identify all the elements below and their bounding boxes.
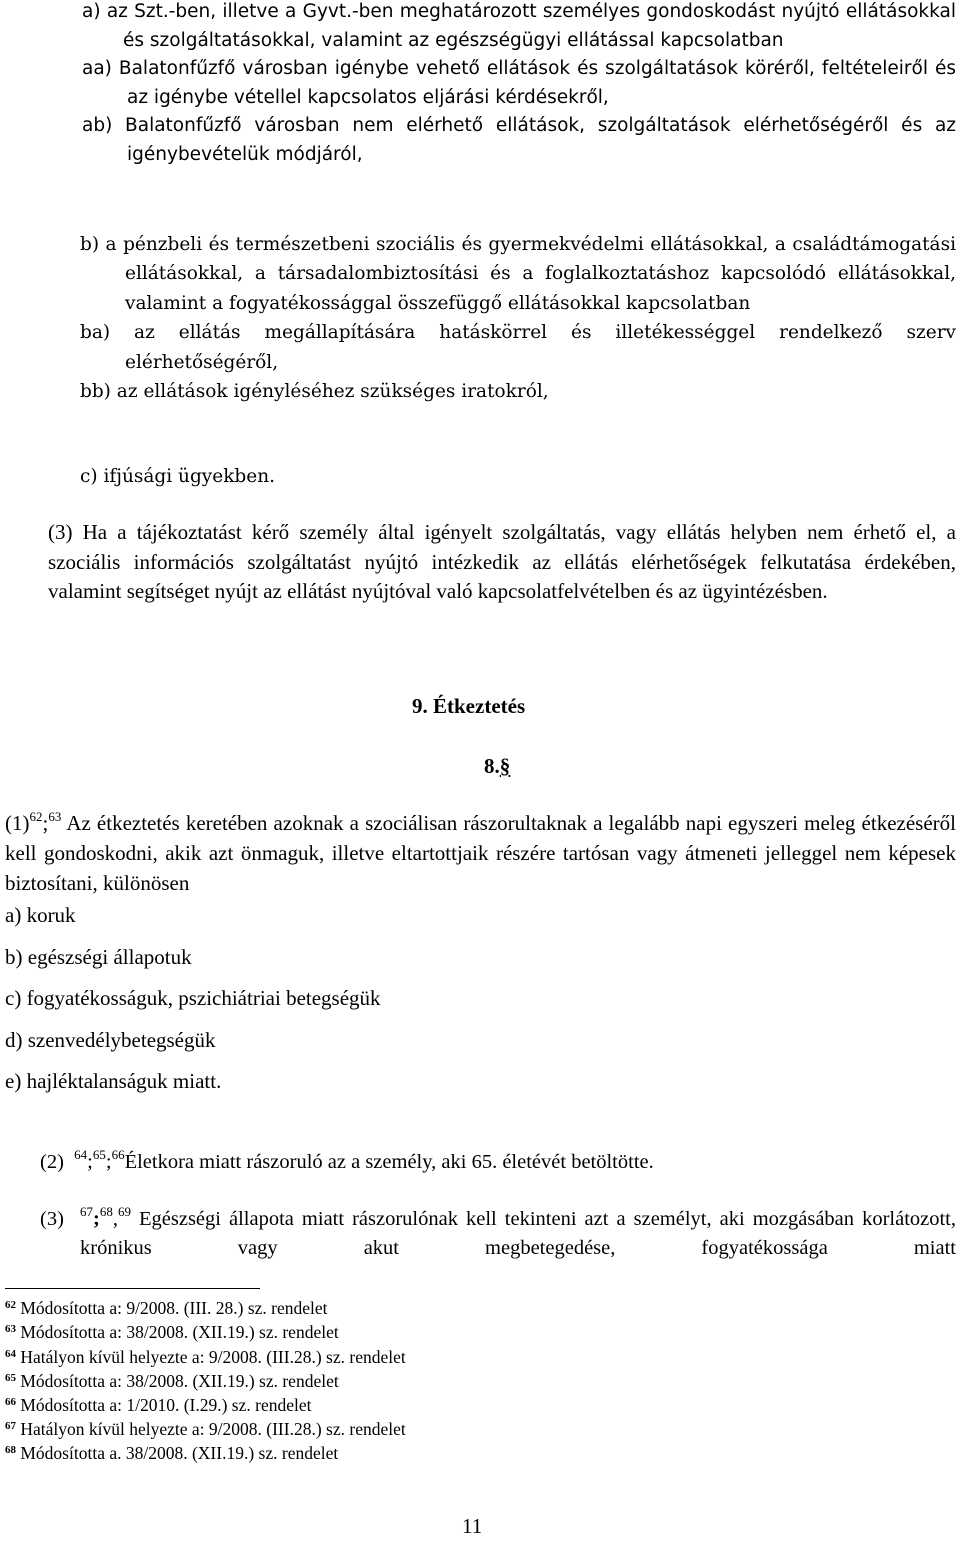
- footnote-ref: 69: [117, 1204, 131, 1219]
- list-item-a: [82, 0, 956, 169]
- section-paragraph-mark: [484, 752, 510, 781]
- list-item-b-text: b) a pénzbeli és természetbeni szociális és gyermekvédelmi ellátásokkal, a családtámogatási ellátásokkal, a társadalombiztosítási és a foglalkoztatáshoz kapcsolódó ellátásokkal, valamint a fogyatékossággal összefüggő ellátásokkal kapcsolatban: [80, 234, 956, 314]
- s8-item: d) szenvedélybetegségük: [5, 1027, 216, 1052]
- footnote-ref: 63: [48, 809, 62, 824]
- footnote-ref: 62: [29, 809, 43, 824]
- footnote: [5, 1321, 339, 1343]
- s8-item: c) fogyatékosságuk, pszichiátriai betegségük: [5, 986, 381, 1010]
- footnote: [5, 1418, 406, 1440]
- list-item-c: c) ifjúsági ügyekben.: [80, 466, 275, 487]
- s8-p2-label: (2): [40, 1151, 64, 1173]
- list-item-ba-text: ba) az ellátás megállapítására hatáskörrel és illetékességgel rendelkező szerv elérhetőségéről,: [80, 322, 956, 373]
- s8-item-list: [5, 901, 905, 1109]
- footnote: [5, 1442, 338, 1464]
- list-item-b: [80, 230, 956, 406]
- footnote-number: 65: [5, 1372, 16, 1384]
- footnote-text: Módosította a. 38/2008. (XII.19.) sz. rendelet: [20, 1443, 339, 1463]
- footnote-separator: [5, 1288, 260, 1289]
- s8-p1-text: Az étkeztetés keretében azoknak a szociálisan rászorultaknak a legalább napi egyszeri meleg étkezéséről kell gondoskodni, akik azt önmaguk, illetve eltartottjaik részére tartósan vagy átmeneti jelleggel nem képesek biztosítani, különösen: [5, 811, 956, 895]
- s8-paragraph-2: (2) $^{64}$;$^{65}$;$^{66}$Életkora miatt rászoruló az a személy, aki 65. életévét betöltötte.: [40, 1147, 654, 1173]
- s8-p3-text: Egészségi állapota miatt rászorulónak kell tekinteni azt a személyt, aki mozgásában korlátozott, krónikus vagy akut megbetegedése, fogyatékossága miatt: [80, 1208, 957, 1259]
- s8-p3-label: (3): [40, 1208, 64, 1230]
- footnote-number: 64: [5, 1348, 16, 1360]
- footnote: [5, 1394, 312, 1416]
- s8-item: b) egészségi állapotuk: [5, 944, 192, 969]
- page-number: 11: [462, 1514, 483, 1538]
- footnote-ref: 67: [80, 1204, 93, 1219]
- section-sign: §: [499, 754, 511, 778]
- section-number: 8.: [484, 754, 500, 778]
- footnote-text: Módosította a: 1/2010. (I.29.) sz. rendelet: [20, 1395, 312, 1415]
- paragraph-3: (3) Ha a tájékoztatást kérő személy által igényelt szolgáltatás, vagy ellátás helyben nem érhető el, a szociális információs szolgáltatást nyújtó intézkedik az ellátás elérhetőségek felkutatása érdekében, valamint segítséget nyújt az ellátást nyújtóval való kapcsolatfelvételben és az ügyintézésben.: [48, 520, 956, 603]
- footnote: [5, 1297, 328, 1319]
- list-item-bb-text: bb) az ellátások igényléséhez szükséges iratokról,: [80, 381, 549, 403]
- s8-paragraph-3: (3) $^{67}$;$^{68}$,$^{69}$ Egészségi állapota miatt rászorulónak kell tekinteni azt a személyt, aki mozgásában korlátozott, krónikus vagy akut megbetegedése, fogyatékossága miatt: [40, 1205, 956, 1263]
- section-title: 9. Étkeztetés: [412, 694, 526, 718]
- footnote: [5, 1370, 339, 1392]
- footnote-text: Módosította a: 38/2008. (XII.19.) sz. rendelet: [20, 1371, 339, 1391]
- footnote-text: Hatályon kívül helyezte a: 9/2008. (III.28.) sz. rendelet: [20, 1347, 406, 1367]
- footnote-text: Hatályon kívül helyezte a: 9/2008. (III.28.) sz. rendelet: [20, 1419, 406, 1439]
- footnote-text: Módosította a: 38/2008. (XII.19.) sz. rendelet: [20, 1322, 339, 1342]
- s8-item: a) koruk: [5, 903, 76, 927]
- footnote-ref: 68: [99, 1204, 113, 1219]
- s8-p1-sep: ;: [42, 811, 49, 835]
- footnote-ref: 65: [92, 1147, 106, 1162]
- list-item-ab-text: ab) Balatonfűzfő városban nem elérhető ellátások, szolgáltatások elérhetőségéről és az igénybevételük módjáról,: [82, 115, 956, 165]
- footnote-number: 67: [5, 1420, 16, 1432]
- s8-p1-label: (1): [5, 811, 30, 835]
- list-item-aa-text: aa) Balatonfűzfő városban igénybe vehető ellátások és szolgáltatások köréről, feltételeiről és az igénybe vétellel kapcsolatos eljárási kérdésekről,: [82, 58, 956, 108]
- s8-p2-text: Életkora miatt rászoruló az a személy, aki 65. életévét betöltötte.: [124, 1151, 654, 1173]
- footnote-ref: 64: [74, 1147, 88, 1162]
- footnote-number: 62: [5, 1299, 16, 1311]
- footnote-number: 68: [5, 1444, 16, 1456]
- footnote-number: 63: [5, 1323, 16, 1335]
- list-item-a-text: a) az Szt.-ben, illetve a Gyvt.-ben meghatározott személyes gondoskodást nyújtó ellátásokkal és szolgáltatásokkal, valamint az egészségügyi ellátással kapcsolatban: [82, 1, 956, 51]
- s8-paragraph-1: [5, 808, 956, 898]
- s8-item: e) hajléktalanságuk miatt.: [5, 1069, 222, 1093]
- footnote: [5, 1346, 406, 1368]
- footnote-text: Módosította a: 9/2008. (III. 28.) sz. rendelet: [20, 1298, 328, 1318]
- footnote-ref: 66: [111, 1147, 125, 1162]
- footnote-number: 66: [5, 1396, 16, 1408]
